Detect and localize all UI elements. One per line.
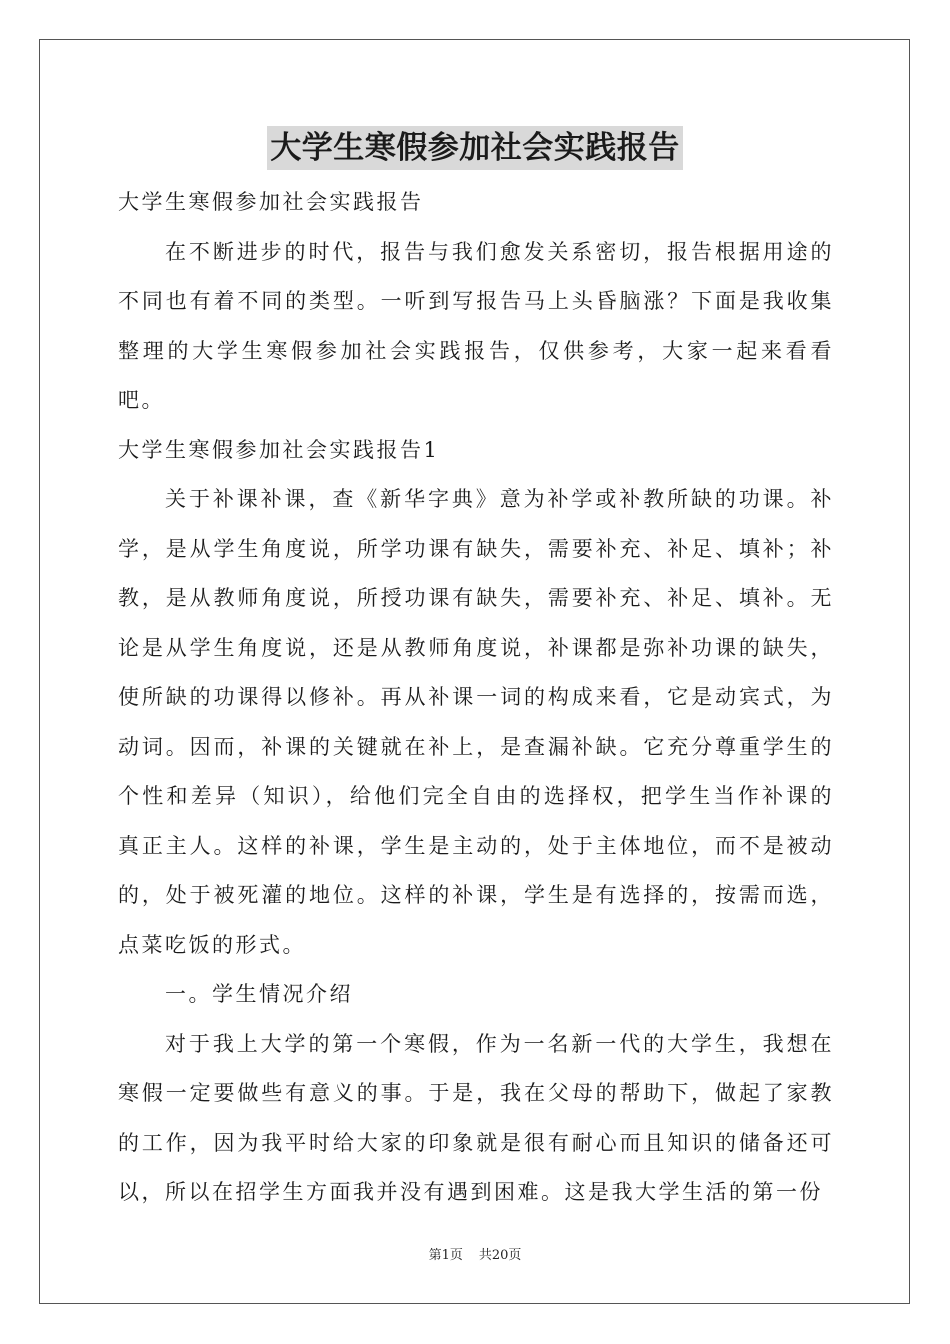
document-body (118, 178, 834, 1218)
body-paragraph: 对于我上大学的第一个寒假，作为一名新一代的大学生，我想在寒假一定要做些有意义的事。于是，我在父母的帮助下，做起了家教的工作，因为我平时给大家的印象就是很有耐心而且知识的储备还可以，所以在招学生方面我并没有遇到困难。这是我大学生活的第一份 (118, 1031, 834, 1204)
page-total: 共20页 (478, 1248, 522, 1263)
document-title: 大学生寒假参加社会实践报告 (267, 126, 683, 170)
page-number: 第1页 (428, 1248, 463, 1263)
page-footer (0, 1244, 950, 1263)
section-heading: 大学生寒假参加社会实践报告1 (118, 437, 440, 462)
document-title-block (0, 126, 950, 170)
subsection-heading: 一。学生情况介绍 (165, 982, 353, 1006)
body-paragraph: 关于补课补课，查《新华字典》意为补学或补教所缺的功课。补学，是从学生角度说，所学功课有缺失，需要补充、补足、填补；补教，是从教师角度说，所授功课有缺失，需要补充、补足、填补。无论是从学生角度说，还是从教师角度说，补课都是弥补功课的缺失，使所缺的功课得以修补。再从补课一词的构成来看，它是动宾式，为动词。因而，补课的关键就在补上，是查漏补缺。它充分尊重学生的个性和差异（知识），给他们完全自由的选择权，把学生当作补课的真正主人。这样的补课，学生是主动的，处于主体地位，而不是被动的，处于被死灌的地位。这样的补课，学生是有选择的，按需而选，点菜吃饭的形式。 (118, 487, 834, 957)
subtitle-paragraph: 大学生寒假参加社会实践报告 (118, 190, 424, 214)
intro-paragraph: 在不断进步的时代，报告与我们愈发关系密切，报告根据用途的不同也有着不同的类型。一听到写报告马上头昏脑涨？下面是我收集整理的大学生寒假参加社会实践报告，仅供参考，大家一起来看看吧。 (118, 239, 834, 412)
